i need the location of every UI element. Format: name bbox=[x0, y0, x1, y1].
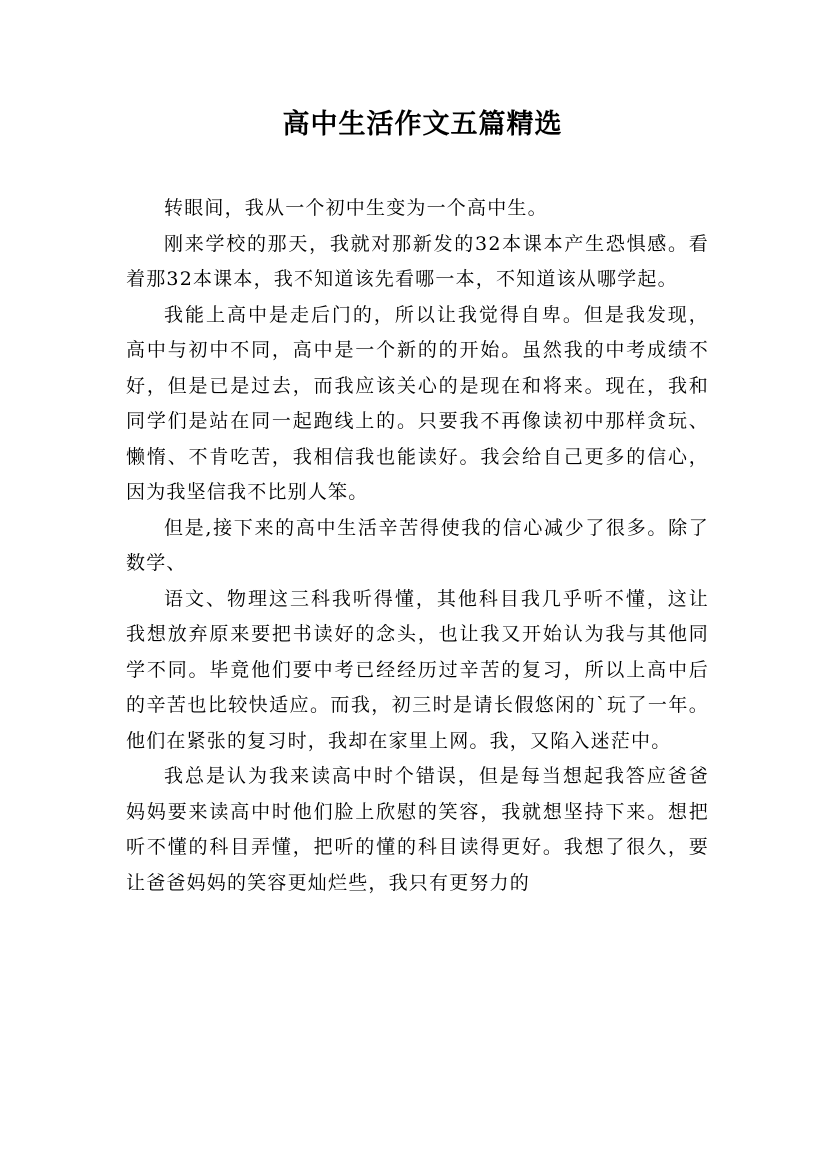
paragraph: 我能上高中是走后门的，所以让我觉得自卑。但是我发现，高中与初中不同，高中是一个新的的开始。虽然我的中考成绩不好，但是已是过去，而我应该关心的是现在和将来。现在，我和同学们是站在同一起跑线上的。只要我不再像读初中那样贪玩、懒惰、不肯吃苦，我相信我也能读好。我会给自己更多的信心，因为我坚信我不比别人笨。 bbox=[126, 303, 709, 503]
paragraph: 但是,接下来的高中生活辛苦得使我的信心减少了很多。除了数学、 bbox=[126, 516, 709, 574]
paragraph: 语文、物理这三科我听得懂，其他科目我几乎听不懂，这让我想放弃原来要把书读好的念头，也让我又开始认为我与其他同学不同。毕竟他们要中考已经经历过辛苦的复习，所以上高中后的辛苦也比较快适应。而我，初三时是请长假悠闲的`玩了一年。他们在紧张的复习时，我却在家里上网。我，又陷入迷茫中。 bbox=[126, 587, 709, 752]
paragraph: 转眼间，我从一个初中生变为一个高中生。 bbox=[164, 197, 548, 219]
paragraph: 刚来学校的那天，我就对那新发的32本课本产生恐惧感。看着那32本课本，我不知道该先看哪一本，不知道该从哪学起。 bbox=[126, 232, 709, 290]
document-title: 高中生活作文五篇精选 bbox=[282, 109, 563, 140]
document-body bbox=[126, 191, 709, 901]
paragraph: 我总是认为我来读高中时个错误，但是每当想起我答应爸爸妈妈要来读高中时他们脸上欣慰的笑容，我就想坚持下来。想把听不懂的科目弄懂，把听的懂的科目读得更好。我想了很久，要让爸爸妈妈的笑容更灿烂些，我只有更努力的 bbox=[126, 765, 709, 894]
